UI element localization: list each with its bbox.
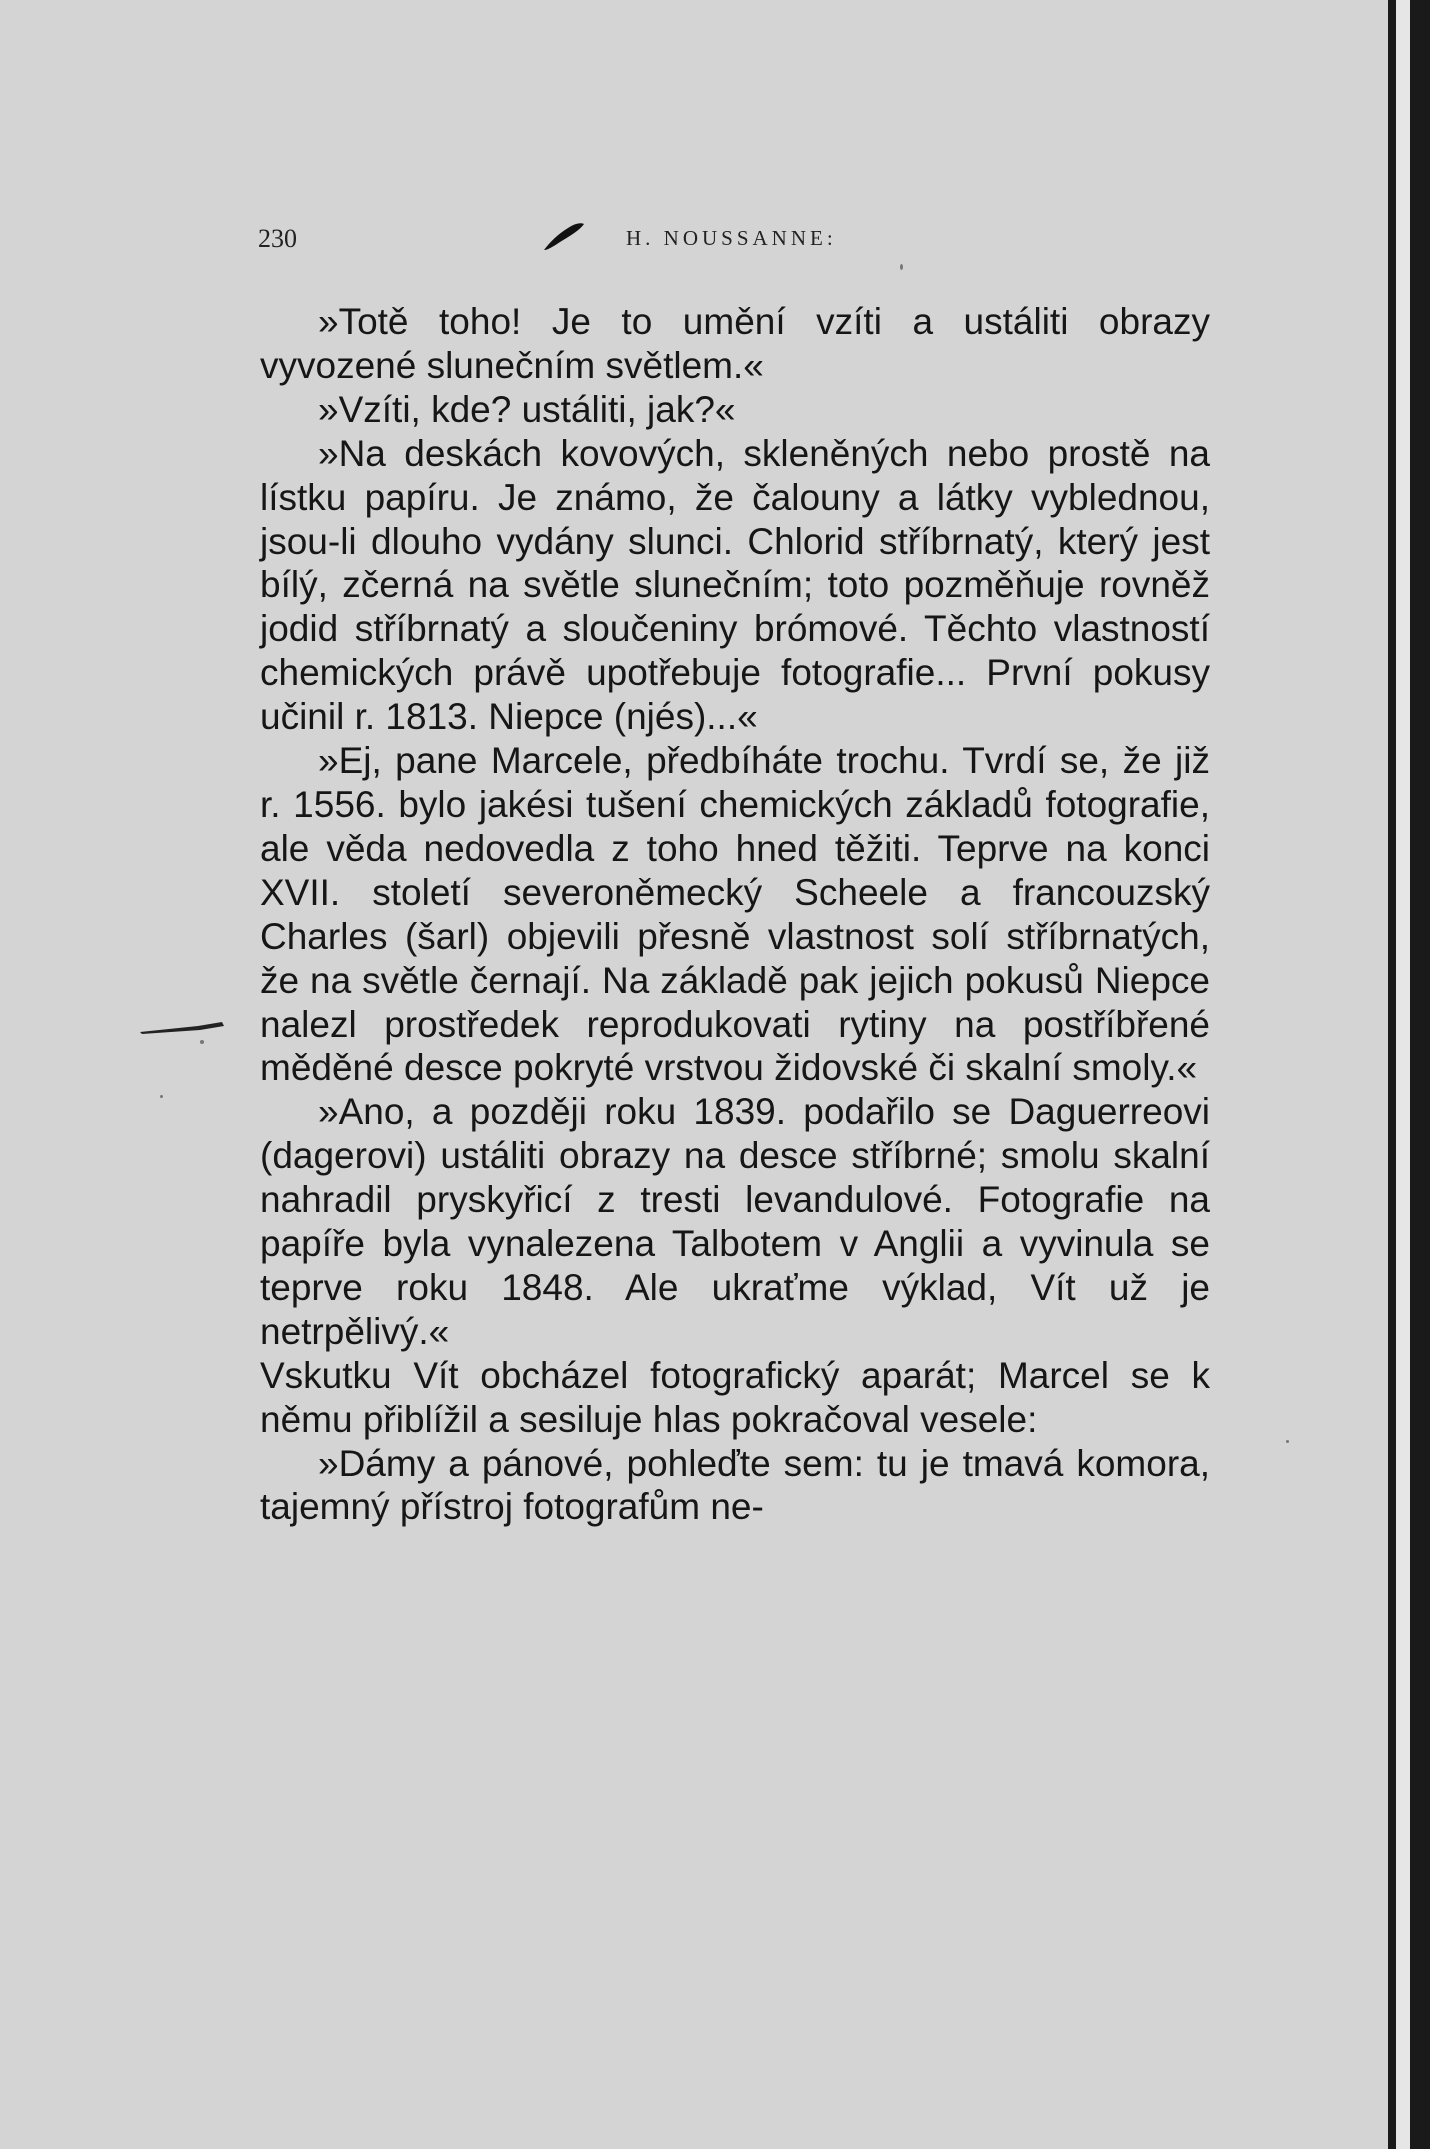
paper-speck [160,1095,163,1098]
page-number: 230 [258,224,297,253]
paper-speck [200,1040,204,1044]
body-text [260,300,1210,1529]
book-edge [1388,0,1430,2149]
paragraph: »Ej, pane Marcele, předbíháte trochu. Tvrdí se, že již r. 1556. bylo jakési tušení chemických základů fotografie, ale věda nedovedla z toho hned těžiti. Teprve na konci XVII. století severoněmecký Scheele a francouzský Charles (šarl) objevili přesně vlastnost solí stříbrnatých, že na světle černají. Na základě pak jejich pokusů Niepce nalezl prostředek reprodukovati rytiny na postříbřené měděné desce pokryté vrstvou židovské či skalní smoly.« [260,740,1210,1089]
paper-speck [900,264,903,270]
paragraph: »Na deskách kovových, skleněných nebo prostě na lístku papíru. Je známo, že čalouny a látky vyblednou, jsou-li dlouho vydány slunci. Chlorid stříbrnatý, který jest bílý, zčerná na světle slunečním; toto pozměňuje rovněž jodid stříbrnatý a sloučeniny brómové. Těchto vlastností chemických právě upotřebuje fotografie... První pokusy učinil r. 1813. Niepce (njés)...« [260,432,1210,738]
paragraph: »Ano, a později roku 1839. podařilo se Daguerreovi (dagerovi) ustáliti obrazy na desce stříbrné; smolu skalní nahradil pryskyřicí z tresti levandulové. Fotografie na papíře byla vynalezena Talbotem v Anglii a vyvinula se teprve roku 1848. Ale ukraťme výklad, Vít už je netrpělivý.« [260,1091,1210,1352]
paper-speck [1286,1440,1289,1443]
paragraph: »Vzíti, kde? ustáliti, jak?« [318,388,736,430]
page-header [258,220,1208,260]
paragraph: Vskutku Vít obcházel fotografický aparát; Marcel se k němu přiblížil a sesiluje hlas pokračoval vesele: [260,1354,1210,1440]
paragraph: »Totě toho! Je to umění vzíti a ustáliti obrazy vyvozené slunečním světlem.« [260,301,1210,386]
ink-blot-icon [540,220,588,254]
pencil-margin-mark-icon [138,1010,228,1040]
book-edge-paper [1396,0,1410,2149]
paragraph: »Dámy a pánové, pohleďte sem: tu je tmavá komora, tajemný přístroj fotografům ne- [260,1442,1210,1528]
running-head: H. NOUSSANNE: [626,226,837,250]
